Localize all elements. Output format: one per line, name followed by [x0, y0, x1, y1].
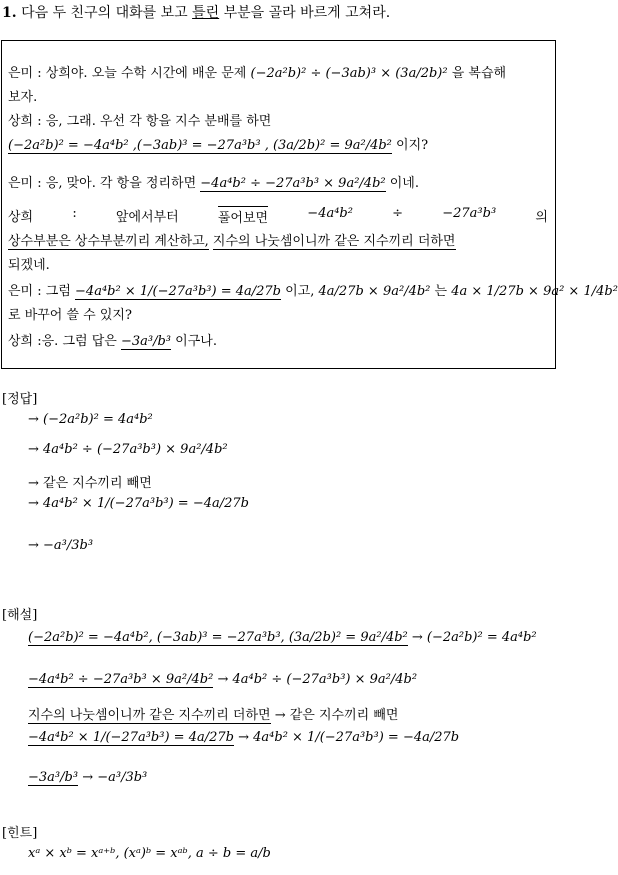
colon: :	[72, 206, 77, 221]
dialogue-text: 의	[535, 210, 548, 225]
corrected-expression: → (−2a²b)² = 4a⁴b²	[411, 630, 537, 645]
corrected-phrase: → 같은 지수끼리 빼면	[274, 708, 399, 723]
answer-step: → 4a⁴b² ÷ (−27a³b³) × 9a²/4b²	[28, 442, 228, 457]
dialogue-text: 을 복습해	[451, 66, 507, 81]
hint-formula: xᵃ × xᵇ = xᵃ⁺ᵇ, (xᵃ)ᵇ = xᵃᵇ, a ÷ b = a/b	[28, 846, 271, 861]
explanation-row-5	[28, 770, 147, 785]
dialogue-line-4	[8, 134, 428, 153]
dialogue-text: 이지?	[396, 138, 429, 153]
speaker-label: 상희	[8, 210, 34, 225]
dialogue-text: 는	[434, 284, 448, 299]
dialogue-text: 은미 : 그럼	[8, 284, 71, 299]
problem-prompt-after: 부분을 골라 바르게 고쳐라.	[219, 5, 391, 21]
dialogue-line-6	[8, 206, 548, 226]
dialogue-text: 은미 : 상희야. 오늘 수학 시간에 배운 문제	[8, 66, 247, 81]
math-expression: 4a/27b × 9a²/4b²	[318, 284, 431, 299]
original-phrase: 지수의 나눗셈이니까 같은 지수끼리 더하면	[28, 708, 271, 723]
corrected-expression: → 4a⁴b² ÷ (−27a³b³) × 9a²/4b²	[217, 672, 418, 687]
answer-step: → (−2a²b)² = 4a⁴b²	[28, 412, 153, 427]
dialogue-text: 은미 : 응, 맞아. 각 항을 정리하면	[8, 176, 197, 191]
dialogue-text: 이구나.	[175, 334, 217, 349]
dialogue-line-11	[8, 330, 217, 349]
answer-step: → 같은 지수끼리 빼면	[28, 476, 152, 491]
dialogue-line-10: 로 바꾸어 쓸 수 있지?	[8, 308, 132, 323]
problem-prompt-underlined: 틀린	[192, 5, 220, 21]
math-expression-underlined: (−2a²b)² = −4a⁴b² ,(−3ab)³ = −27a³b³ , (3a/2b)² = 9a²/4b²	[8, 138, 392, 153]
original-expression: −4a⁴b² × 1/(−27a³b³) = 4a/27b	[28, 730, 234, 745]
explanation-row-1	[28, 630, 537, 645]
hint-heading: [힌트]	[2, 826, 38, 841]
dialogue-text: 풀어보면	[218, 206, 268, 226]
underlined-phrase: 상수부분은 상수부분끼리 계산하고,	[8, 234, 209, 249]
dialogue-line-7	[8, 230, 456, 249]
math-term: −27a³b³	[442, 206, 497, 221]
math-expression: 4a × 1/27b × 9a² × 1/4b²	[451, 284, 618, 299]
original-expression: −4a⁴b² ÷ −27a³b³ × 9a²/4b²	[28, 672, 214, 687]
original-expression: (−2a²b)² = −4a⁴b², (−3ab)³ = −27a³b³, (3a/2b)² = 9a²/4b²	[28, 630, 408, 645]
problem-prompt-before: 다음 두 친구의 대화를 보고	[21, 5, 193, 21]
underlined-phrase: 지수의 나눗셈이니까 같은 지수끼리 더하면	[212, 234, 456, 249]
dialogue-line-9	[8, 280, 618, 299]
dialogue-text: 상희 :응. 그럼 답은	[8, 334, 117, 349]
dialogue-text: 이고,	[285, 284, 315, 299]
explanation-row-3	[28, 704, 398, 723]
math-expression-underlined: −4a⁴b² × 1/(−27a³b³) = 4a/27b	[75, 284, 281, 299]
dialogue-line-5	[8, 172, 419, 191]
answer-heading: [정답]	[2, 392, 38, 407]
math-expression: (−2a²b)² ÷ (−3ab)³ × (3a/2b)²	[250, 66, 448, 81]
explanation-row-4	[28, 730, 459, 745]
dialogue-text: 앞에서부터	[115, 210, 179, 225]
answer-step: → −a³/3b³	[28, 538, 94, 553]
explanation-heading: [해설]	[2, 608, 38, 623]
original-expression: −3a³/b³	[28, 770, 79, 785]
math-expression-underlined: −3a³/b³	[120, 334, 172, 349]
explanation-row-2	[28, 672, 417, 687]
dialogue-line-3: 상희 : 응, 그래. 우선 각 항을 지수 분배를 하면	[8, 114, 272, 129]
corrected-expression: → 4a⁴b² × 1/(−27a³b³) = −4a/27b	[238, 730, 460, 745]
dialogue-line-8: 되겠네.	[8, 258, 50, 273]
corrected-expression: → −a³/3b³	[82, 770, 148, 785]
problem-number: 1.	[2, 5, 17, 21]
answer-step: → 4a⁴b² × 1/(−27a³b³) = −4a/27b	[28, 496, 249, 511]
problem-statement	[2, 2, 390, 22]
math-expression-underlined: −4a⁴b² ÷ −27a³b³ × 9a²/4b²	[200, 176, 386, 191]
dialogue-line-2: 보자.	[8, 90, 38, 105]
math-term: −4a⁴b²	[307, 206, 353, 221]
dialogue-line-1	[8, 62, 506, 81]
math-operator: ÷	[392, 206, 404, 221]
dialogue-text: 이네.	[389, 176, 419, 191]
